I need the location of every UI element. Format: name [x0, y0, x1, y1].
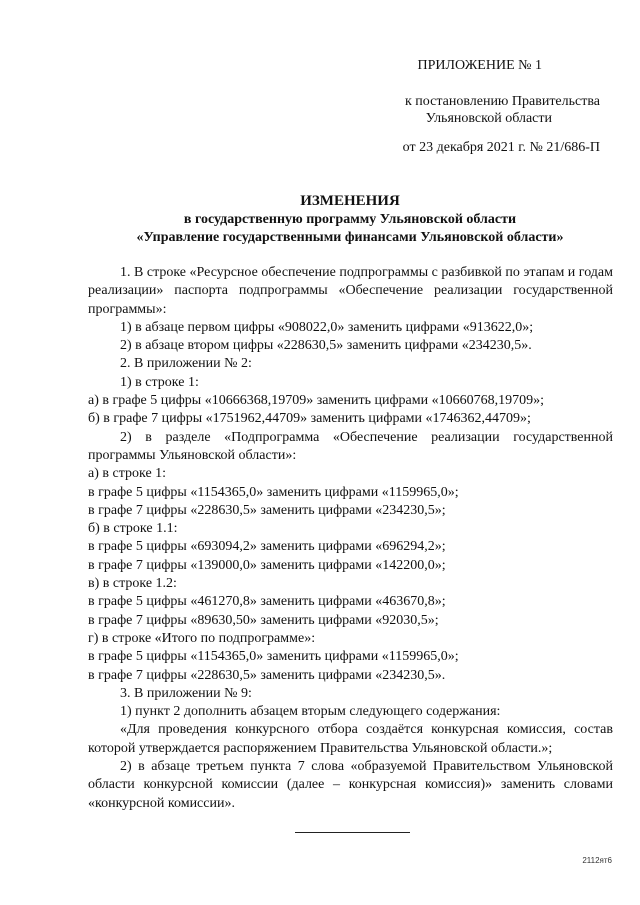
- paragraph: 3. В приложении № 9:: [120, 685, 252, 701]
- paragraph: 2) в разделе «Подпрограмма «Обеспечение реализации государственной программы Ульяновской области»:: [88, 429, 613, 463]
- title-line-2: в государственную программу Ульяновской области: [183, 212, 517, 227]
- paragraph: «Для проведения конкурсного отбора создаётся конкурсная комиссия, состав которой утверждается распоряжением Правительства Ульяновской области.»;: [88, 722, 613, 756]
- paragraph: в графе 7 цифры «228630,5» заменить цифрами «234230,5».: [88, 667, 446, 683]
- paragraph: в графе 5 цифры «461270,8» заменить цифрами «463670,8»;: [88, 594, 446, 610]
- paragraph: б) в графе 7 цифры «1751962,44709» заменить цифрами «1746362,44709»;: [88, 411, 531, 427]
- title-main: ИЗМЕНЕНИЯ: [300, 193, 400, 209]
- footer-code: 2112ят6: [582, 856, 612, 865]
- paragraph: 1) пункт 2 дополнить абзацем вторым следующего содержания:: [120, 704, 501, 720]
- paragraph: в графе 5 цифры «693094,2» заменить цифрами «696294,2»;: [88, 539, 446, 555]
- resolution-reference: к постановлению Правительства: [404, 94, 600, 109]
- appendix-number: ПРИЛОЖЕНИЕ № 1: [417, 58, 542, 73]
- paragraph: в графе 7 цифры «89630,50» заменить цифрами «92030,5»;: [88, 612, 439, 628]
- paragraph: в графе 7 цифры «139000,0» заменить цифрами «142200,0»;: [88, 557, 446, 573]
- paragraph: 1) в строке 1:: [120, 374, 199, 390]
- paragraph: г) в строке «Итого по подпрограмме»:: [88, 630, 316, 646]
- paragraph: б) в строке 1.1:: [88, 521, 178, 537]
- document-title: [80, 192, 620, 247]
- paragraph: в графе 5 цифры «1154365,0» заменить цифрами «1159965,0»;: [88, 649, 459, 665]
- paragraph: в графе 7 цифры «228630,5» заменить цифрами «234230,5»;: [88, 502, 446, 518]
- paragraph: 2) в абзаце втором цифры «228630,5» заменить цифрами «234230,5».: [120, 338, 532, 354]
- resolution-date-number: от 23 декабря 2021 г. № 21/686-П: [402, 140, 600, 155]
- paragraph: 1. В строке «Ресурсное обеспечение подпрограммы с разбивкой по этапам и годам реализации» паспорта подпрограммы «Обеспечение реализации государственной программы»:: [88, 265, 613, 317]
- paragraph: в графе 5 цифры «1154365,0» заменить цифрами «1159965,0»;: [88, 484, 459, 500]
- region-name: Ульяновской области: [425, 111, 552, 126]
- paragraph: а) в строке 1:: [88, 466, 167, 482]
- paragraph: в) в строке 1.2:: [88, 576, 177, 592]
- paragraph: 2) в абзаце третьем пункта 7 слова «образуемой Правительством Ульяновской области конкурсной комиссии (далее – конкурсная комиссия)» заменить словами «конкурсной комиссии».: [88, 759, 613, 811]
- title-line-3: «Управление государственными финансами Ульяновской области»: [136, 230, 564, 245]
- end-separator-line: [295, 832, 410, 833]
- paragraph: 2. В приложении № 2:: [120, 356, 252, 372]
- paragraph: 1) в абзаце первом цифры «908022,0» заменить цифрами «913622,0»;: [120, 319, 534, 335]
- document-body: [88, 264, 613, 813]
- paragraph: а) в графе 5 цифры «10666368,19709» заменить цифрами «10660768,19709»;: [88, 393, 545, 409]
